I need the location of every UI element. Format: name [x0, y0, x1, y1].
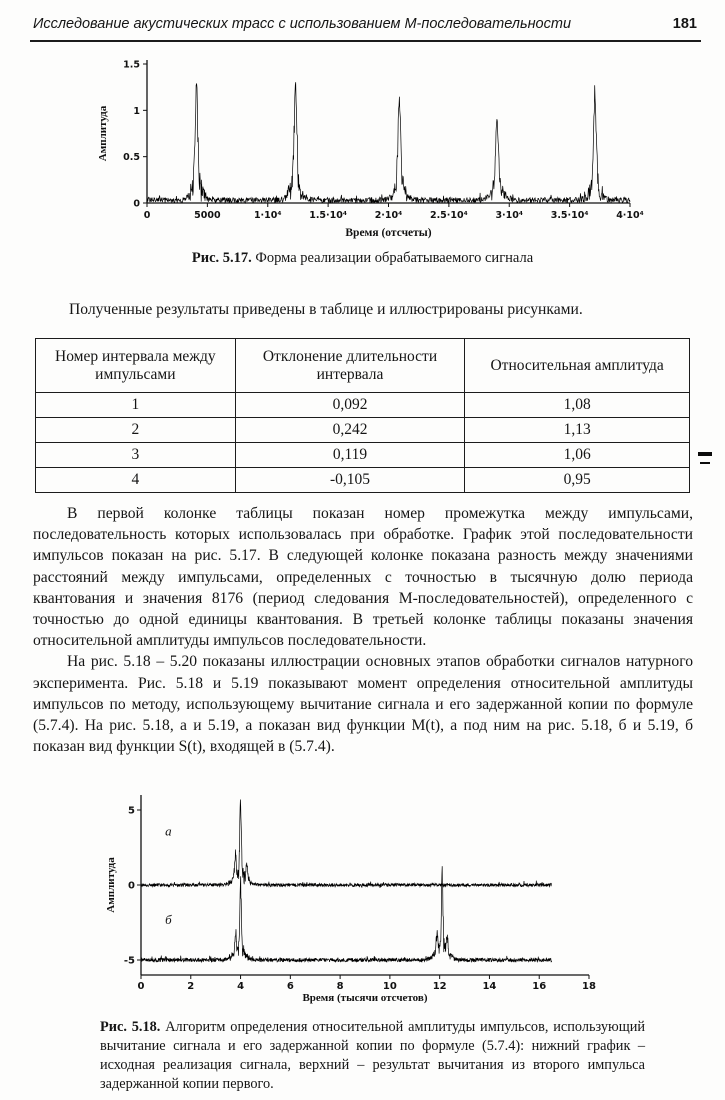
svg-text:0: 0	[133, 198, 140, 210]
table-cell: 4	[36, 468, 236, 493]
svg-text:-5: -5	[123, 955, 135, 967]
table-cell: 0,092	[235, 393, 465, 418]
svg-text:2·10⁴: 2·10⁴	[374, 210, 403, 221]
figure-5-18-caption-text: Алгоритм определения относительной амплитуды импульсов, использующий вычитание сигнала и его задержанной копии по формуле (5.7.4): нижний график – исходная реализация сигнала, верхний – результат вычитания из второго импульса задержанной копии первого.	[100, 1019, 646, 1092]
svg-text:16: 16	[532, 981, 547, 992]
svg-text:6: 6	[286, 981, 294, 992]
figure-5-17	[92, 56, 652, 246]
table-cell: 1,13	[465, 418, 690, 443]
svg-text:0.5: 0.5	[123, 152, 140, 164]
svg-text:10: 10	[382, 981, 397, 992]
running-title: Исследование акустических трасс с использованием М-последовательности	[33, 16, 572, 32]
table-cell: 0,242	[235, 418, 465, 443]
svg-text:14: 14	[482, 981, 497, 992]
paragraph-table-explanation: В первой колонке таблицы показан номер промежутка между импульсами, последовательность которых использовалась при обработке. График этой последовательности импульсов показан на рис. 5.17. В следующей колонке показана разность между значениями расстояний между импульсами, определенных с точностью в тысячную долю периода квантования и значения 8176 (период следования М-последовательностей), определенного с точностью до одной единицы квантования. В третьей колонке таблицы показаны значения относительной амплитуды импульсов последовательности.	[33, 505, 693, 650]
table-header-row	[36, 339, 690, 393]
table-row	[36, 418, 690, 443]
svg-text:1·10⁴: 1·10⁴	[253, 210, 282, 221]
paragraph-figures-explanation: На рис. 5.18 – 5.20 показаны иллюстрации основных этапов обработки сигналов натурного эксперимента. Рис. 5.18 и 5.19 показывают момент определения относительной амплитуды импульсов по методу, использующему вычитание сигнала и его задержанной копии по формуле (5.7.4). На рис. 5.18, а и 5.19, а показан вид функции M(t), а под ним на рис. 5.18, б и 5.19, б показан вид функции S(t), входящей в (5.7.4).	[33, 653, 693, 756]
svg-text:2.5·10⁴: 2.5·10⁴	[429, 210, 468, 221]
svg-text:4: 4	[237, 981, 245, 992]
figure-5-18-caption	[100, 1018, 645, 1093]
table-header-relative-amplitude: Относительная амплитуда	[465, 339, 690, 393]
body-text	[33, 503, 693, 757]
table-row	[36, 468, 690, 493]
table-cell: -0,105	[235, 468, 465, 493]
svg-text:Амплитуда: Амплитуда	[105, 857, 117, 913]
table-header-duration-deviation: Отклонение длительности интервала	[235, 339, 465, 393]
results-table	[35, 338, 690, 493]
svg-text:12: 12	[432, 981, 447, 992]
header-divider	[30, 40, 701, 42]
svg-text:Время (отсчеты): Время (отсчеты)	[345, 227, 432, 239]
signal-plot-5-17	[92, 56, 652, 246]
table-cell: 1	[36, 393, 236, 418]
table-row	[36, 443, 690, 468]
svg-text:5: 5	[128, 805, 135, 817]
figure-5-17-caption-text: Форма реализации обрабатываемого сигнала	[255, 250, 534, 266]
svg-text:5000: 5000	[194, 210, 221, 221]
svg-text:1.5: 1.5	[123, 59, 140, 71]
svg-text:0: 0	[137, 981, 145, 992]
figure-5-17-label: Рис. 5.17.	[191, 250, 252, 266]
table-cell: 3	[36, 443, 236, 468]
figure-5-17-caption	[0, 250, 725, 267]
svg-text:Время (тысячи отсчетов): Время (тысячи отсчетов)	[302, 992, 428, 1004]
scan-artifact	[698, 452, 712, 456]
table-cell: 1,08	[465, 393, 690, 418]
svg-text:0: 0	[128, 880, 135, 892]
figure-5-18	[103, 790, 663, 1006]
table-cell: 2	[36, 418, 236, 443]
svg-text:18: 18	[582, 981, 596, 992]
svg-text:3.5·10⁴: 3.5·10⁴	[550, 210, 589, 221]
svg-text:1.5·10⁴: 1.5·10⁴	[309, 210, 348, 221]
table-cell: 0,119	[235, 443, 465, 468]
results-table-wrap	[35, 338, 690, 493]
svg-text:а: а	[165, 823, 172, 839]
page-header	[33, 16, 697, 32]
svg-text:8: 8	[336, 981, 344, 992]
svg-text:3·10⁴: 3·10⁴	[495, 210, 524, 221]
signal-plot-5-18	[103, 790, 663, 1006]
svg-text:2: 2	[187, 981, 195, 992]
table-row	[36, 393, 690, 418]
svg-text:1: 1	[133, 105, 140, 117]
svg-text:б: б	[165, 912, 172, 927]
table-cell: 0,95	[465, 468, 690, 493]
svg-text:Амплитуда: Амплитуда	[97, 105, 109, 162]
intro-paragraph: Полученные результаты приведены в таблице и иллюстрированы рисунками.	[69, 301, 583, 318]
page-number: 181	[672, 16, 697, 32]
svg-text:4·10⁴: 4·10⁴	[616, 210, 644, 221]
figure-5-18-label: Рис. 5.18.	[100, 1019, 161, 1035]
scan-artifact	[700, 462, 710, 464]
table-cell: 1,06	[465, 443, 690, 468]
svg-text:0: 0	[143, 210, 151, 221]
table-header-interval-number: Номер интервала между импульсами	[36, 339, 236, 393]
